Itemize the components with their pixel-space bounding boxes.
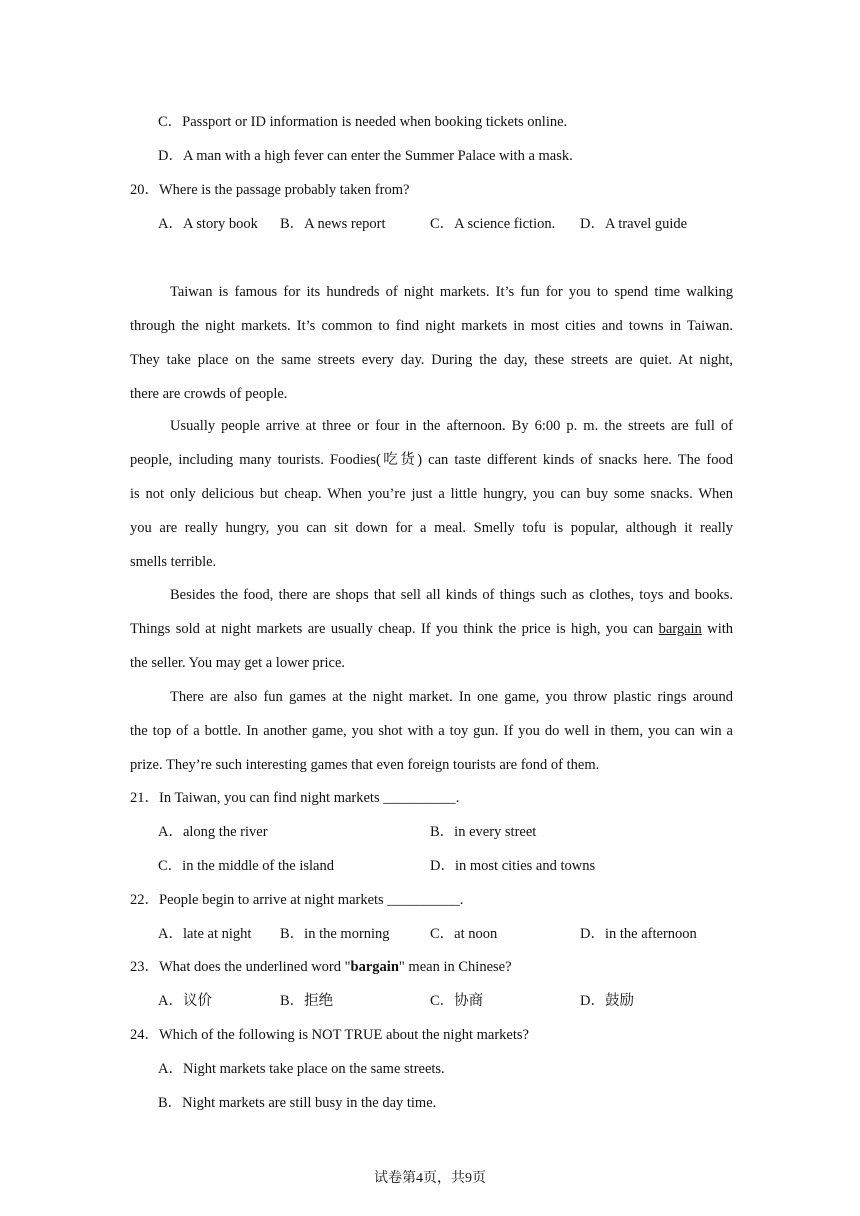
q22-option-b: B．in the morning bbox=[280, 926, 390, 942]
q23-question bbox=[130, 958, 512, 976]
passage-paragraph-1 bbox=[130, 283, 733, 403]
question-text: 23．What does the underlined word " bbox=[130, 959, 351, 975]
passage-line bbox=[130, 620, 733, 638]
passage-text: Things sold at night markets are usually cheap. If you think the price is high, you can bbox=[130, 621, 654, 637]
passage-line: Taiwan is famous for its hundreds of night markets. It’s fun for you to spend time walking bbox=[170, 284, 733, 300]
underlined-word-bargain: bargain bbox=[658, 621, 702, 637]
passage-line: Besides the food, there are shops that sell all kinds of things such as clothes, toys and books. bbox=[170, 587, 733, 603]
q23-option-a: A．议价 bbox=[158, 993, 212, 1009]
passage-line: is not only delicious but cheap. When you’re just a little hungry, you can buy some snacks. When bbox=[130, 486, 733, 502]
q21-option-d: D．in most cities and towns bbox=[430, 858, 596, 874]
passage-paragraph-2 bbox=[130, 417, 733, 571]
q21-question: 21．In Taiwan, you can find night markets __________. bbox=[130, 790, 460, 806]
q20-option-b: B．A news report bbox=[280, 216, 386, 232]
q22-option-a: A．late at night bbox=[158, 926, 252, 942]
passage-line: the top of a bottle. In another game, you shot with a toy gun. If you do well in them, you can win a bbox=[130, 723, 733, 739]
passage-line: through the night markets. It’s common to find night markets in most cities and towns in Taiwan. bbox=[130, 318, 733, 334]
q23-option-d: D．鼓励 bbox=[580, 993, 634, 1009]
question-text: " mean in Chinese? bbox=[398, 959, 512, 975]
passage-line: smells terrible. bbox=[130, 554, 217, 570]
page-footer: 试卷第4页，共9页 bbox=[374, 1171, 486, 1186]
q19-option-c: C．Passport or ID information is needed when booking tickets online. bbox=[158, 114, 568, 130]
passage-line: people, including many tourists. Foodies(吃货) can taste different kinds of snacks here. The food bbox=[130, 452, 733, 468]
q20-option-a: A．A story book bbox=[158, 216, 258, 232]
q20-option-d: D．A travel guide bbox=[580, 216, 688, 232]
q22-question: 22．People begin to arrive at night markets __________. bbox=[130, 892, 464, 908]
q21-option-b: B．in every street bbox=[430, 824, 537, 840]
passage-line: They take place on the same streets every day. During the day, these streets are quiet. At night, bbox=[130, 352, 733, 368]
passage-line: the seller. You may get a lower price. bbox=[130, 655, 346, 671]
q20-question: 20．Where is the passage probably taken from? bbox=[130, 182, 410, 198]
q19-option-d: D．A man with a high fever can enter the Summer Palace with a mask. bbox=[158, 148, 573, 164]
passage-text: with bbox=[707, 621, 734, 637]
q24-question: 24．Which of the following is NOT TRUE about the night markets? bbox=[130, 1027, 529, 1043]
q20-option-c: C．A science fiction. bbox=[430, 216, 556, 232]
q24-option-a: A．Night markets take place on the same streets. bbox=[158, 1061, 445, 1077]
q22-option-d: D．in the afternoon bbox=[580, 926, 697, 942]
q23-option-c: C．协商 bbox=[430, 993, 484, 1009]
q21-option-a: A．along the river bbox=[158, 824, 268, 840]
passage-paragraph-4 bbox=[130, 688, 733, 774]
bold-word-bargain: bargain bbox=[350, 959, 399, 975]
q24-option-b: B．Night markets are still busy in the day time. bbox=[158, 1095, 437, 1111]
passage-line: There are also fun games at the night market. In one game, you throw plastic rings around bbox=[170, 689, 733, 705]
q21-option-c: C．in the middle of the island bbox=[158, 858, 334, 874]
passage-line: there are crowds of people. bbox=[130, 386, 288, 402]
q22-option-c: C．at noon bbox=[430, 926, 498, 942]
passage-line: prize. They’re such interesting games that even foreign tourists are fond of them. bbox=[130, 757, 600, 773]
passage-paragraph-3 bbox=[130, 586, 733, 672]
passage-line: Usually people arrive at three or four in the afternoon. By 6:00 p. m. the streets are full of bbox=[170, 418, 733, 434]
q23-option-b: B．拒绝 bbox=[280, 993, 334, 1009]
passage-line: you are really hungry, you can sit down for a meal. Smelly tofu is popular, although it really bbox=[130, 520, 733, 536]
